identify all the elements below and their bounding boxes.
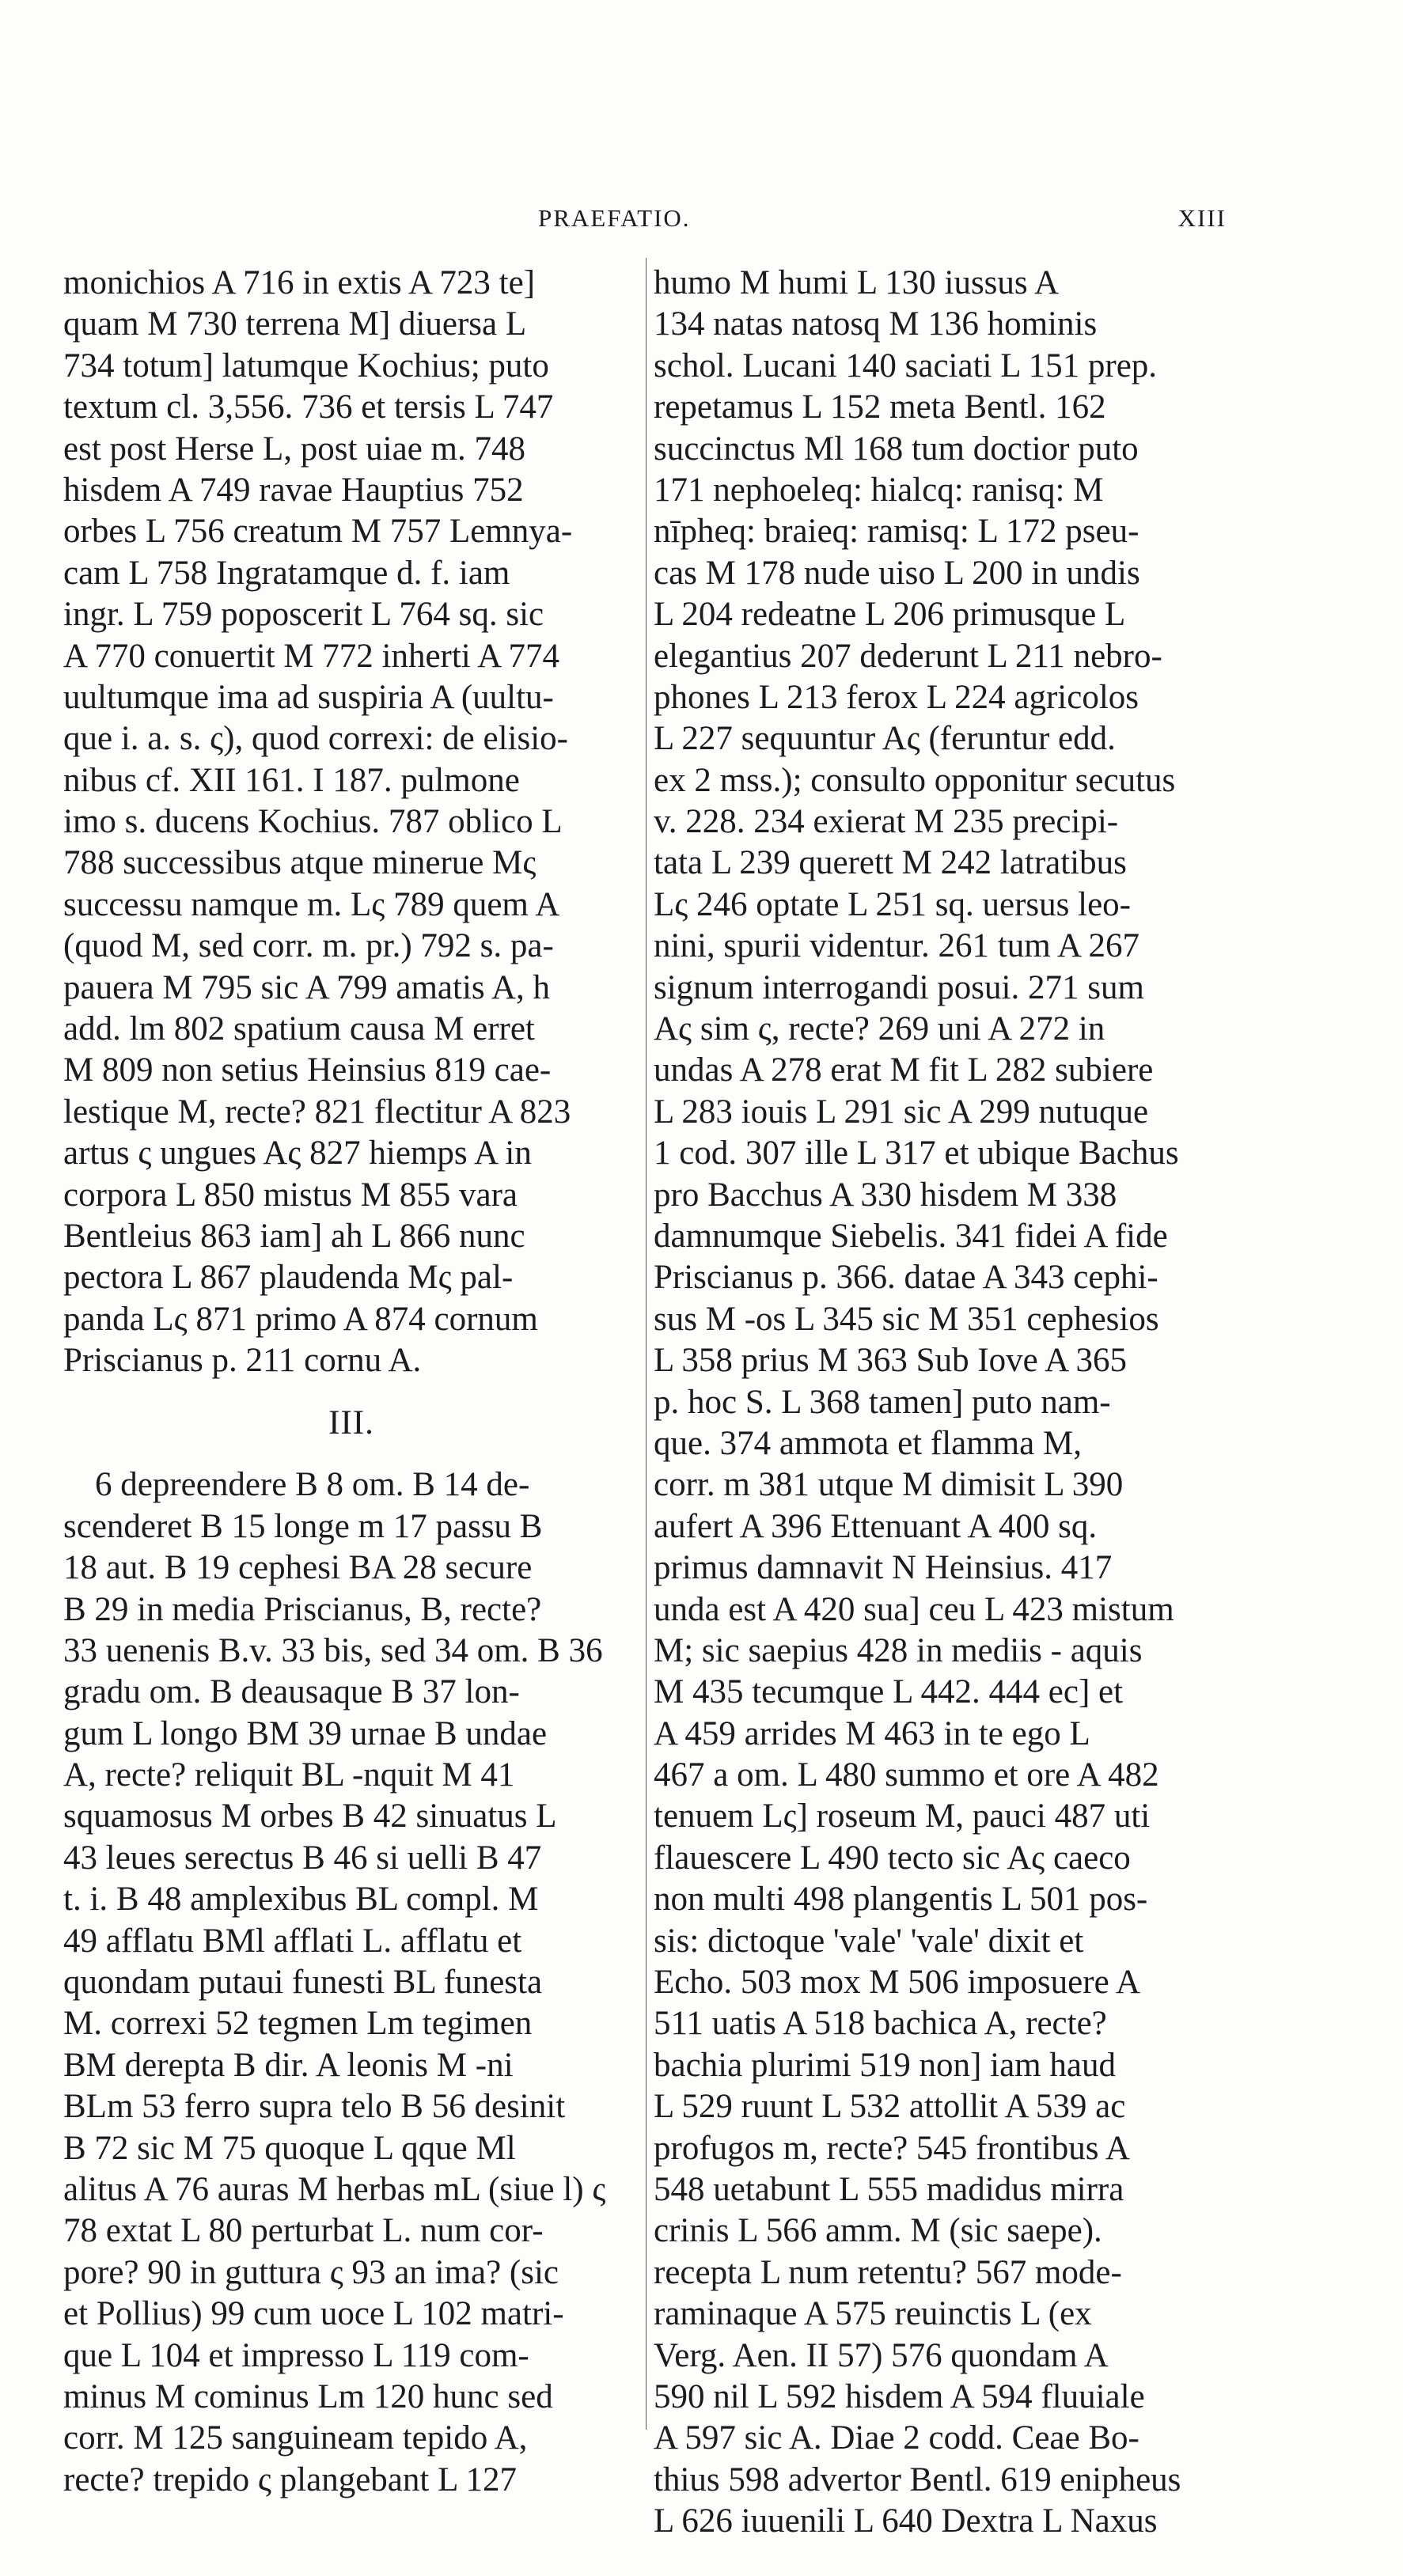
left-column-notes <box>63 263 639 1382</box>
text-line: 6 depreendere B 8 om. B 14 de- <box>95 1466 530 1504</box>
text-line: nīpheq: braieq: ramisq: L 172 pseu- <box>654 513 1139 551</box>
text-line: A 597 sic A. Diae 2 codd. Ceae Bo- <box>654 2419 1139 2457</box>
left-column-notes-section-iii <box>63 1464 639 2501</box>
text-line: 43 leues serectus B 46 si uelli B 47 <box>63 1839 542 1877</box>
text-line: 467 a om. L 480 summo et ore A 482 <box>654 1756 1159 1794</box>
text-line: L 626 iuuenili L 640 Dextra L Naxus <box>654 2502 1158 2540</box>
text-line: t. i. B 48 amplexibus BL compl. M <box>63 1881 539 1919</box>
text-line: successu namque m. Lς 789 quem A <box>63 885 560 923</box>
text-line: L 529 ruunt L 532 attollit A 539 ac <box>654 2088 1126 2126</box>
text-line: elegantius 207 dederunt L 211 nebro- <box>654 637 1162 675</box>
text-line: Verg. Aen. II 57) 576 quondam A <box>654 2336 1109 2374</box>
text-line: Aς sim ς, recte? 269 uni A 272 in <box>654 1010 1105 1048</box>
running-title: PRAEFATIO. <box>538 204 691 232</box>
column-divider <box>646 258 647 2430</box>
text-line: succinctus Ml 168 tum doctior puto <box>654 430 1139 468</box>
text-line: 734 totum] latumque Kochius; puto <box>63 347 549 385</box>
text-line: p. hoc S. L 368 tamen] puto nam- <box>654 1383 1111 1421</box>
text-line: uultumque ima ad suspiria A (uultu- <box>63 678 554 716</box>
text-line: bachia plurimi 519 non] iam haud <box>654 2046 1116 2084</box>
text-line: ex 2 mss.); consulto opponitur secutus <box>654 761 1176 799</box>
text-line: add. lm 802 spatium causa M erret <box>63 1010 535 1048</box>
text-line: panda Lς 871 primo A 874 cornum <box>63 1300 538 1338</box>
text-line: pro Bacchus A 330 hisdem M 338 <box>654 1176 1117 1214</box>
text-line: BM derepta B dir. A leonis M -ni <box>63 2046 514 2084</box>
text-line: B 29 in media Priscianus, B, recte? <box>63 1590 542 1628</box>
text-line: sis: dictoque 'vale' 'vale' dixit et <box>654 1922 1084 1960</box>
text-line: 590 nil L 592 hisdem A 594 fluuiale <box>654 2377 1145 2415</box>
text-line: sus M -os L 345 sic M 351 cephesios <box>654 1300 1159 1338</box>
text-line: crinis L 566 amm. M (sic saepe). <box>654 2212 1102 2250</box>
text-line: 49 afflatu BMl afflati L. afflatu et <box>63 1922 522 1960</box>
text-line: pauera M 795 sic A 799 amatis A, h <box>63 968 551 1006</box>
text-line: L 358 prius M 363 Sub Iove A 365 <box>654 1342 1128 1380</box>
text-line: B 72 sic M 75 quoque L qque Ml <box>63 2129 516 2167</box>
text-line: A, recte? reliquit BL -nquit M 41 <box>63 1756 515 1794</box>
text-line: profugos m, recte? 545 frontibus A <box>654 2129 1130 2167</box>
text-line: Priscianus p. 366. datae A 343 cephi- <box>654 1259 1158 1297</box>
text-line: et Pollius) 99 cum uoce L 102 matri- <box>63 2295 564 2333</box>
text-line: est post Herse L, post uiae m. 748 <box>63 430 525 468</box>
text-line: 18 aut. B 19 cephesi BA 28 secure <box>63 1549 533 1587</box>
text-line: cas M 178 nude uiso L 200 in undis <box>654 554 1140 592</box>
text-line: Bentleius 863 iam] ah L 866 nunc <box>63 1217 525 1255</box>
text-line: corr. M 125 sanguineam tepido A, <box>63 2419 528 2457</box>
text-line: L 204 redeatne L 206 primusque L <box>654 596 1126 634</box>
right-column-notes <box>654 263 1230 2542</box>
text-line: 78 extat L 80 perturbat L. num cor- <box>63 2212 544 2250</box>
text-line: textum cl. 3,556. 736 et tersis L 747 <box>63 388 554 426</box>
text-line: v. 228. 234 exierat M 235 precipi- <box>654 803 1119 841</box>
text-line: M 435 tecumque L 442. 444 ec] et <box>654 1673 1124 1711</box>
text-line: gum L longo BM 39 urnae B undae <box>63 1714 548 1752</box>
text-line: que L 104 et impresso L 119 com- <box>63 2336 529 2374</box>
text-line: non multi 498 plangentis L 501 pos- <box>654 1881 1148 1919</box>
text-line: 548 uetabunt L 555 madidus mirra <box>654 2170 1124 2208</box>
text-line: recte? trepido ς plangebant L 127 <box>63 2460 518 2498</box>
text-line: 788 successibus atque minerue Mς <box>63 844 537 882</box>
text-line: corpora L 850 mistus M 855 vara <box>63 1176 518 1214</box>
text-line: A 459 arrides M 463 in te ego L <box>654 1714 1090 1752</box>
text-line: imo s. ducens Kochius. 787 oblico L <box>63 803 563 841</box>
text-line: tata L 239 querett M 242 latratibus <box>654 844 1127 882</box>
section-heading: III. <box>328 1404 374 1441</box>
text-line: L 283 iouis L 291 sic A 299 nutuque <box>654 1093 1149 1131</box>
right-column <box>654 263 1230 2542</box>
text-line: hisdem A 749 ravae Hauptius 752 <box>63 471 524 509</box>
text-line: ingr. L 759 poposcerit L 764 sq. sic <box>63 596 544 634</box>
running-head <box>538 204 1227 239</box>
text-line: 171 nephoeleq: hialcq: ranisq: M <box>654 471 1104 509</box>
text-line: quondam putaui funesti BL funesta <box>63 1964 543 2002</box>
text-line: squamosus M orbes B 42 sinuatus L <box>63 1798 557 1835</box>
text-line: corr. m 381 utque M dimisit L 390 <box>654 1466 1124 1504</box>
text-line: lestique M, recte? 821 flectitur A 823 <box>63 1093 571 1131</box>
text-line: nini, spurii videntur. 261 tum A 267 <box>654 927 1139 965</box>
text-line: 511 uatis A 518 bachica A, recte? <box>654 2005 1107 2043</box>
text-line: unda est A 420 sua] ceu L 423 mistum <box>654 1590 1174 1628</box>
text-line: quam M 730 terrena M] diuersa L <box>63 305 527 343</box>
text-line: que. 374 ammota et flamma M, <box>654 1424 1082 1462</box>
text-line: Priscianus p. 211 cornu A. <box>63 1342 422 1380</box>
text-line: Echo. 503 mox M 506 imposuere A <box>654 1964 1141 2002</box>
text-line: repetamus L 152 meta Bentl. 162 <box>654 388 1106 426</box>
text-line: M. correxi 52 tegmen Lm tegimen <box>63 2005 533 2043</box>
text-line: gradu om. B deausaque B 37 lon- <box>63 1673 520 1711</box>
text-line: monichios A 716 in extis A 723 te] <box>63 264 536 301</box>
text-line: artus ς ungues Aς 827 hiemps A in <box>63 1135 532 1172</box>
left-column <box>63 263 639 2501</box>
text-line: undas A 278 erat M fit L 282 subiere <box>654 1051 1154 1089</box>
text-line: primus damnavit N Heinsius. 417 <box>654 1549 1113 1587</box>
text-line: BLm 53 ferro supra telo B 56 desinit <box>63 2088 566 2126</box>
text-line: 33 uenenis B.v. 33 bis, sed 34 om. B 36 <box>63 1631 603 1669</box>
text-line: pore? 90 in guttura ς 93 an ima? (sic <box>63 2253 559 2291</box>
text-line: damnumque Siebelis. 341 fidei A fide <box>654 1217 1168 1255</box>
text-line: que i. a. s. ς), quod correxi: de elisio- <box>63 720 568 758</box>
text-line: schol. Lucani 140 saciati L 151 prep. <box>654 347 1158 385</box>
text-line: phones L 213 ferox L 224 agricolos <box>654 678 1139 716</box>
text-line: flauescere L 490 tecto sic Aς caeco <box>654 1839 1131 1877</box>
text-line: raminaque A 575 reuinctis L (ex <box>654 2295 1092 2333</box>
text-line: signum interrogandi posui. 271 sum <box>654 968 1144 1006</box>
text-line: minus M cominus Lm 120 hunc sed <box>63 2377 553 2415</box>
text-line: L 227 sequuntur Aς (feruntur edd. <box>654 720 1116 758</box>
text-line: humo M humi L 130 iussus A <box>654 264 1060 301</box>
text-line: alitus A 76 auras M herbas mL (siue l) ς <box>63 2170 606 2208</box>
text-line: recepta L num retentu? 567 mode- <box>654 2253 1122 2291</box>
text-line: tenuem Lς] roseum M, pauci 487 uti <box>654 1798 1151 1835</box>
text-line: aufert A 396 Ettenuant A 400 sq. <box>654 1507 1098 1545</box>
text-line: Lς 246 optate L 251 sq. uersus leo- <box>654 885 1131 923</box>
page-number: XIII <box>1177 204 1227 232</box>
text-line: pectora L 867 plaudenda Mς pal- <box>63 1259 514 1297</box>
text-line: orbes L 756 creatum M 757 Lemnya- <box>63 513 573 551</box>
text-line: scenderet B 15 longe m 17 passu B <box>63 1507 543 1545</box>
text-line: thius 598 advertor Bentl. 619 enipheus <box>654 2460 1181 2498</box>
text-line: A 770 conuertit M 772 inherti A 774 <box>63 637 560 675</box>
text-line: (quod M, sed corr. m. pr.) 792 s. pa- <box>63 927 554 965</box>
text-line: nibus cf. XII 161. I 187. pulmone <box>63 761 520 799</box>
text-line: cam L 758 Ingratamque d. f. iam <box>63 554 510 592</box>
text-line: M; sic saepius 428 in mediis - aquis <box>654 1631 1143 1669</box>
text-line: M 809 non setius Heinsius 819 cae- <box>63 1051 552 1089</box>
text-line: 1 cod. 307 ille L 317 et ubique Bachus <box>654 1135 1179 1172</box>
text-line: 134 natas natosq M 136 hominis <box>654 305 1098 343</box>
